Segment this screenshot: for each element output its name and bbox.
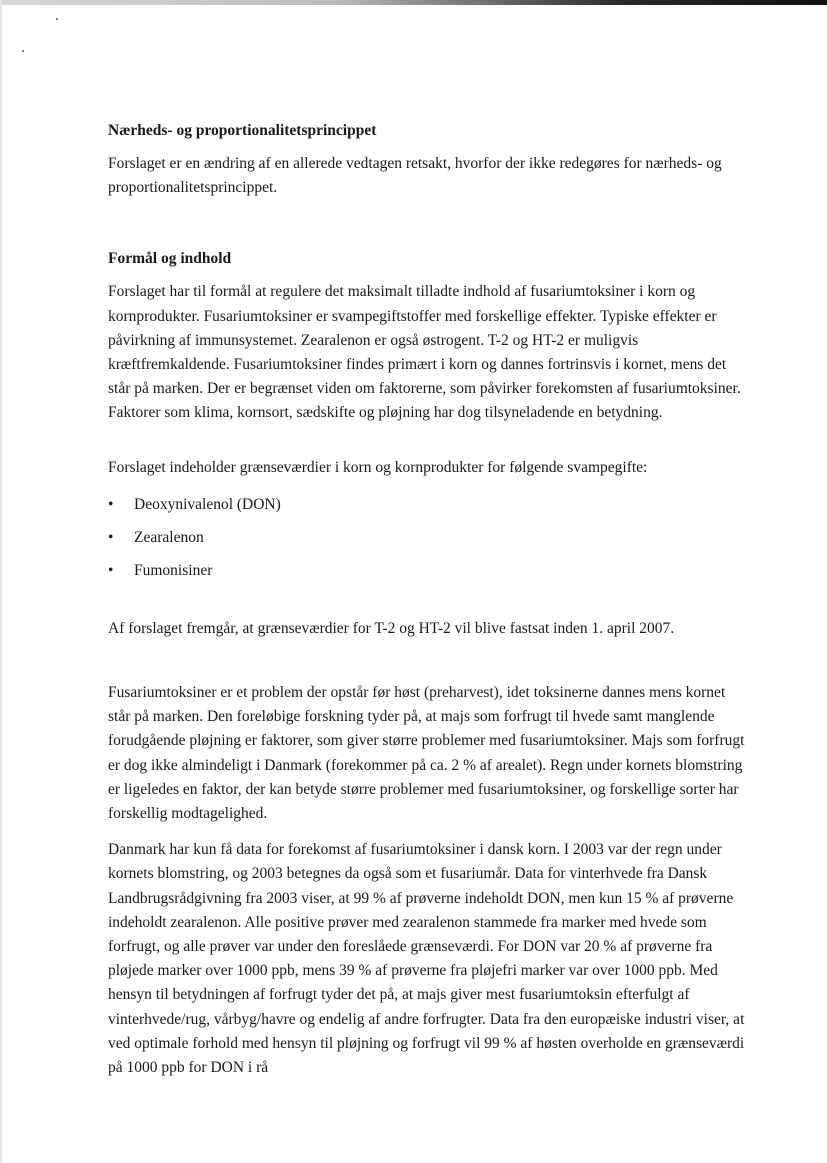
scan-top-edge: [0, 0, 827, 5]
scan-speck: [56, 18, 58, 20]
mycotoxin-list: [108, 488, 748, 587]
document-body: [108, 118, 748, 1080]
list-item: [108, 521, 748, 554]
scan-speck: [22, 50, 24, 52]
list-item-label: Zearalenon: [134, 528, 204, 546]
scan-left-edge: [0, 0, 2, 1163]
bullet-icon: •: [108, 528, 114, 546]
section-text-principles: Forslaget er en ændring af en allerede vedtagen retsakt, hvorfor der ikke redegøres for nærheds- og proportionalitetsprincippet.: [108, 155, 722, 197]
list-item-label: Deoxynivalenol (DON): [134, 495, 281, 513]
list-item-label: Fumonisiner: [134, 561, 213, 579]
denmark-data-paragraph: Danmark har kun få data for forekomst af fusariumtoksiner i dansk korn. I 2003 var der regn under kornets blomstring, og 2003 betegnes da også som et fusariumår. Data for vinterhvede fra Dansk Landbrugsrådgivning fra 2003 viser, at 99 % af prøverne indeholdt DON, men kun 15 % af prøverne indeholdt zearalenon. Alle positive prøver med zearalenon stammede fra marker med hvede som forfrugt, og alle prøver var under den foreslåede grænseværdi. For DON var 20 % af prøverne fra pløjede marker over 1000 ppb, mens 39 % af prøverne fra pløjefri marker var over 1000 ppb. Med hensyn til betydningen af forfrugt tyder det på, at majs giver mest fusariumtoksin efterfulgt af vinterhvede/rug, vårbyg/havre og endelig af andre forfrugter. Data fra den europæiske industri viser, at ved optimale forhold med hensyn til pløjning og forfrugt vil 99 % af høsten overholde en grænseværdi på 1000 ppb for DON i rå: [108, 841, 745, 1077]
section-text-purpose: Forslaget har til formål at regulere det maksimalt tilladte indhold af fusariumtoksiner i korn og kornprodukter. Fusariumtoksiner er svampegiftstoffer med forskellige effekter. Typiske effekter er påvirkning af immunsystemet. Zearalenon er også østrogent. T-2 og HT-2 er muligvis kræftfremkaldende. Fusariumtoksiner findes primært i korn og dannes fortrinsvis i kornet, mens det står på marken. Der er begrænset viden om faktorerne, som påvirker forekomsten af fusariumtoksiner. Faktorer som klima, kornsort, sædskifte og pløjning har dog tilsyneladende en betydning.: [108, 283, 741, 422]
bullet-icon: •: [108, 561, 114, 579]
preharvest-paragraph: Fusariumtoksiner er et problem der opstår før høst (preharvest), idet toksinerne dannes mens kornet står på marken. Den foreløbige forskning tyder på, at majs som forfrugt til hvede samt manglende forudgående pløjning er faktorer, som giver større problemer med fusariumtoksiner. Majs som forfrugt er dog ikke almindeligt i Danmark (forekommer på ca. 2 % af arealet). Regn under kornets blomstring er ligeledes en faktor, der kan betyde større problemer med fusariumtoksiner, og forskellige sorter har forskellig modtagelighed.: [108, 684, 745, 823]
list-item: [108, 488, 748, 521]
section-heading-purpose: Formål og indhold: [108, 250, 232, 268]
deadline-paragraph: Af forslaget fremgår, at grænseværdier for T-2 og HT-2 vil blive fastsat inden 1. april 2007.: [108, 619, 675, 637]
section-heading-principles: Nærheds- og proportionalitetsprincippet: [108, 122, 377, 139]
list-intro: Forslaget indeholder grænseværdier i korn og kornprodukter for følgende svampegifte:: [108, 458, 648, 476]
bullet-icon: •: [108, 495, 114, 513]
list-item: [108, 554, 748, 587]
